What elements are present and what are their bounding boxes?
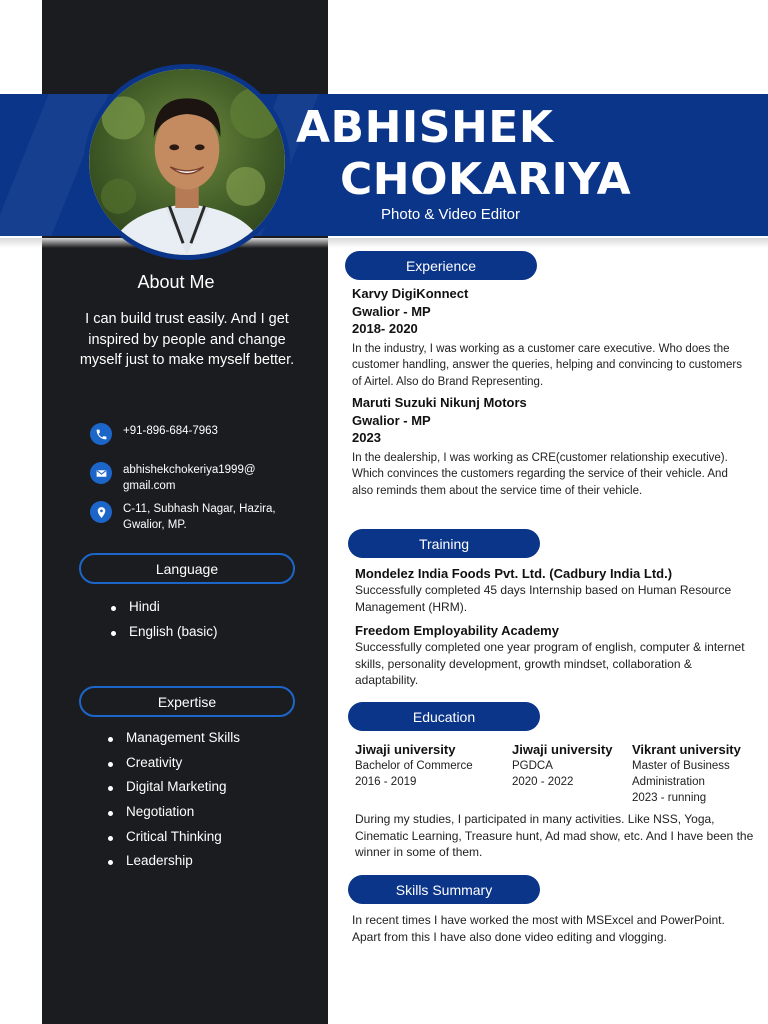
list-item: Critical Thinking bbox=[108, 829, 240, 854]
banner-shadow bbox=[0, 238, 768, 248]
university-name: Jiwaji university bbox=[355, 742, 456, 757]
experience-item bbox=[352, 285, 752, 390]
address-line-1: C-11, Subhash Nagar, Hazira, bbox=[123, 503, 276, 515]
study-period: 2023 - running bbox=[632, 792, 707, 804]
degree: Bachelor of Commerce bbox=[355, 760, 473, 772]
training-name: Mondelez India Foods Pvt. Ltd. (Cadbury India Ltd.) bbox=[355, 566, 673, 581]
study-period: 2020 - 2022 bbox=[512, 776, 574, 788]
last-name: CHOKARIYA bbox=[340, 154, 632, 205]
job-description: In the dealership, I was working as CRE(customer relationship executive). Which convinces the customers regarding the service of their vehicle. And also reminds them about the service time of their vehicle. bbox=[352, 451, 728, 497]
expertise-heading: Expertise bbox=[79, 686, 295, 717]
list-item: Creativity bbox=[108, 755, 240, 780]
experience-item bbox=[352, 394, 752, 499]
activities-text: During my studies, I participated in many activities. Like NSS, Yoga, Cinematic Learning, Treasure hunt, Ad mad show, etc. And I have been the winner in some of them. bbox=[355, 812, 754, 859]
expertise-list bbox=[108, 730, 240, 878]
degree-continued: Administration bbox=[632, 776, 705, 788]
job-period: 2018- 2020 bbox=[352, 321, 418, 336]
first-name: ABHISHEK bbox=[296, 102, 554, 153]
list-item: Negotiation bbox=[108, 804, 240, 829]
phone-number[interactable]: +91-896-684-7963 bbox=[123, 425, 218, 437]
address-line-2: Gwalior, MP. bbox=[123, 519, 187, 531]
email-address[interactable] bbox=[123, 462, 303, 494]
email-line-2: gmail.com bbox=[123, 480, 176, 492]
list-item: Digital Marketing bbox=[108, 779, 240, 804]
company-name: Karvy DigiKonnect bbox=[352, 286, 469, 301]
list-item: Leadership bbox=[108, 853, 240, 878]
job-title: Photo & Video Editor bbox=[381, 206, 520, 223]
job-period: 2023 bbox=[352, 430, 381, 445]
contact-phone bbox=[90, 423, 303, 445]
training-heading: Training bbox=[348, 529, 540, 558]
university-name: Jiwaji university bbox=[512, 742, 613, 757]
email-line-1: abhishekchokeriya1999@ bbox=[123, 464, 256, 476]
about-me-text: I can build trust easily. And I get inspired by people and change myself just to make myself better. bbox=[79, 311, 295, 368]
location-icon bbox=[90, 501, 112, 523]
education-item bbox=[632, 741, 762, 806]
list-item: Management Skills bbox=[108, 730, 240, 755]
language-list bbox=[111, 599, 218, 649]
job-location: Gwalior - MP bbox=[352, 303, 431, 319]
phone-icon bbox=[90, 423, 112, 445]
contact-address bbox=[90, 501, 303, 533]
education-item bbox=[355, 741, 507, 790]
degree: PGDCA bbox=[512, 760, 553, 772]
skills-summary-heading: Skills Summary bbox=[348, 875, 540, 904]
address-text bbox=[123, 501, 303, 533]
training-description: Successfully completed 45 days Internship based on Human Resource Management (HRM). bbox=[355, 583, 732, 614]
education-item bbox=[512, 741, 630, 790]
language-heading: Language bbox=[79, 553, 295, 584]
skills-summary-text: In recent times I have worked the most with MSExcel and PowerPoint. Apart from this I have also done video editing and vlogging. bbox=[352, 913, 725, 944]
university-name: Vikrant university bbox=[632, 742, 741, 757]
list-item: Hindi bbox=[111, 599, 218, 624]
training-item bbox=[355, 622, 755, 689]
about-me-heading: About Me bbox=[137, 272, 215, 292]
training-item bbox=[355, 565, 755, 615]
job-location: Gwalior - MP bbox=[352, 412, 431, 428]
degree: Master of Business bbox=[632, 760, 730, 772]
profile-photo bbox=[84, 64, 290, 260]
experience-heading: Experience bbox=[345, 251, 537, 280]
education-heading: Education bbox=[348, 702, 540, 731]
job-description: In the industry, I was working as a customer care executive. Who does the customer handling, answer the queries, helping and convincing to customers of Airtel. Also do Brand Representing. bbox=[352, 342, 742, 388]
list-item: English (basic) bbox=[111, 624, 218, 649]
training-name: Freedom Employability Academy bbox=[355, 623, 559, 638]
email-icon bbox=[90, 462, 112, 484]
contact-email bbox=[90, 462, 303, 494]
training-description: Successfully completed one year program of english, computer & internet skills, personality development, growth mindset, collaboration & adaptability. bbox=[355, 640, 745, 687]
company-name: Maruti Suzuki Nikunj Motors bbox=[352, 395, 527, 410]
study-period: 2016 - 2019 bbox=[355, 776, 417, 788]
portrait-illustration bbox=[89, 69, 285, 255]
